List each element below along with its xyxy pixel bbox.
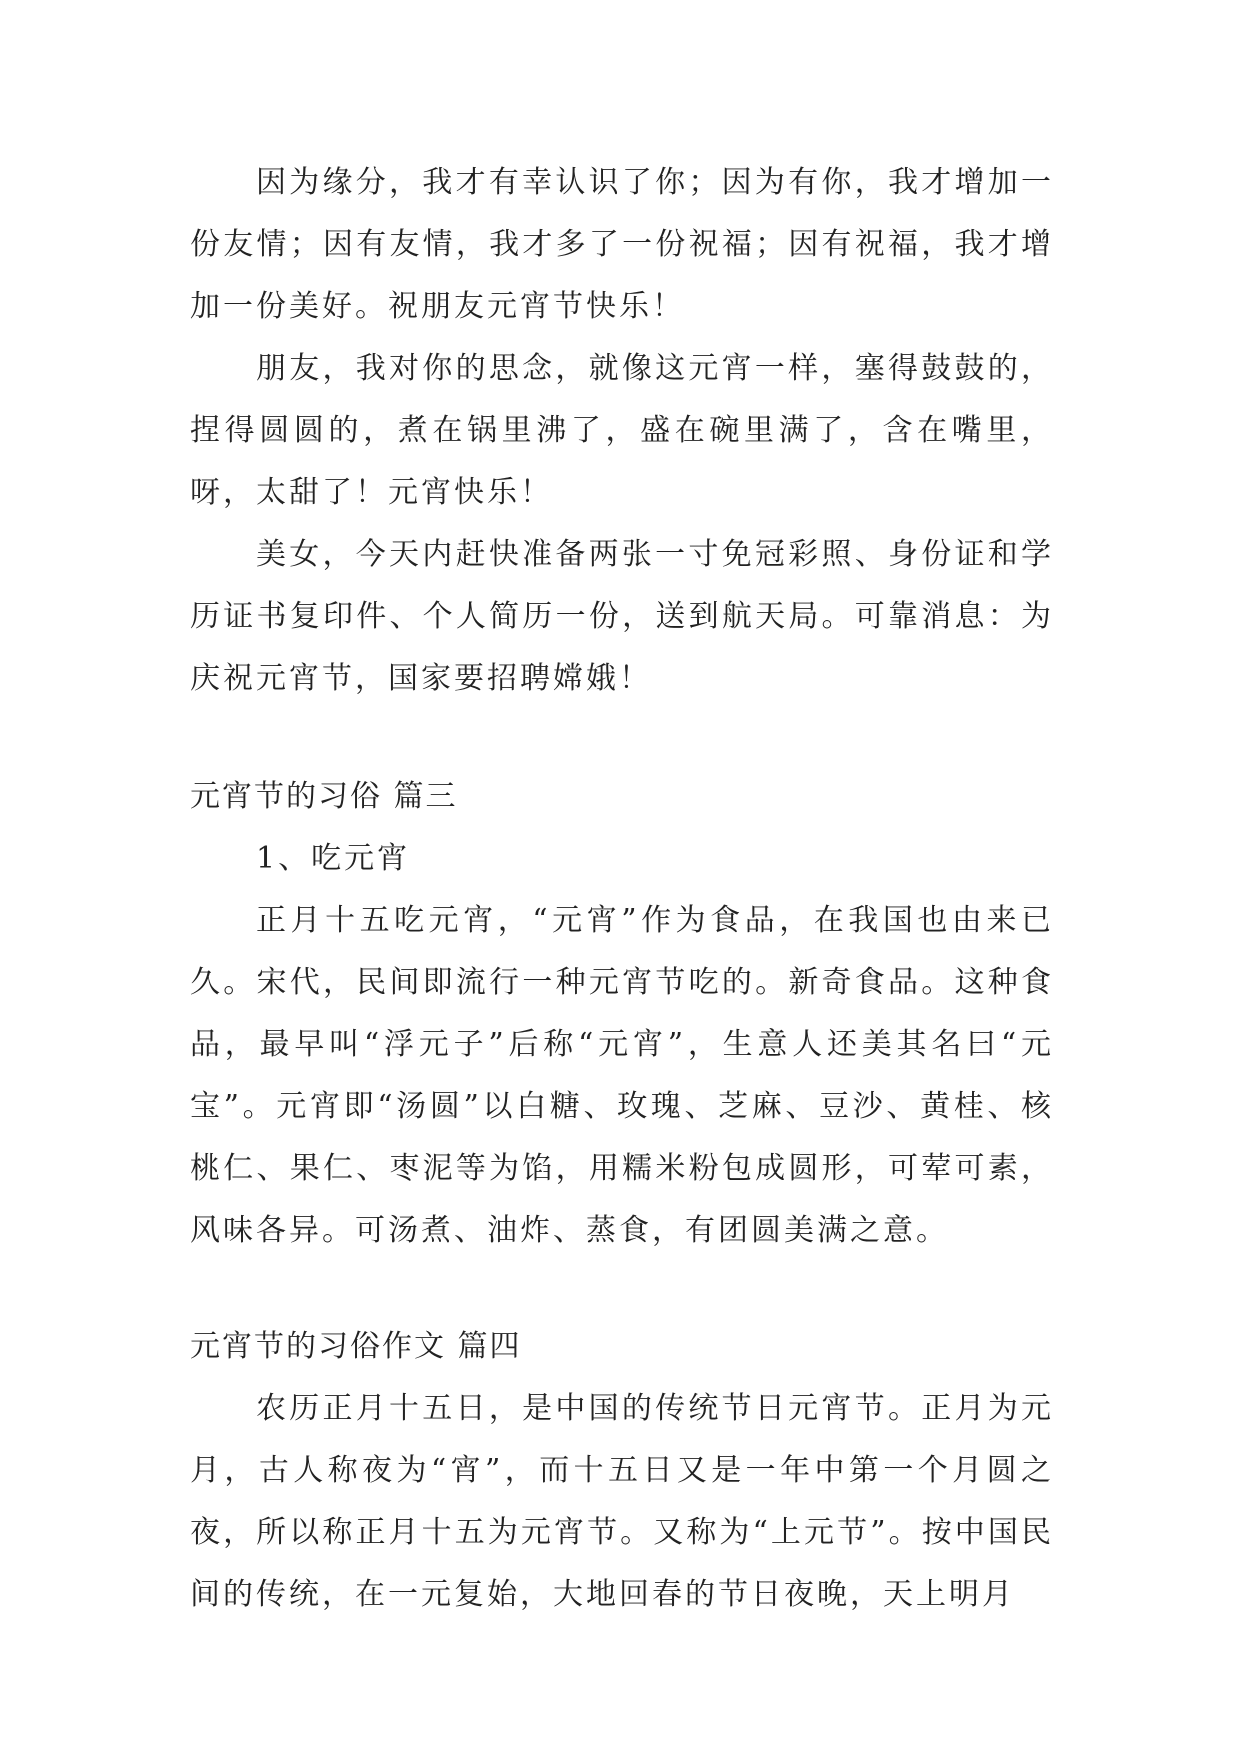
paragraph-lantern-festival-origin: 农历正月十五日，是中国的传统节日元宵节。正月为元月，古人称夜为“宵”，而十五日又是一年中第一个月圆之夜，所以称正月十五为元宵节。又称为“上元节”。按中国民间的传统，在一元复始，大地回春的节日夜晚，天上明月 bbox=[190, 1391, 1054, 1612]
paragraph-change-recruit: 美女，今天内赶快准备两张一寸免冠彩照、身份证和学历证书复印件、个人简历一份，送到航天局。可靠消息：为庆祝元宵节，国家要招聘嫦娥！ bbox=[190, 537, 1054, 696]
paragraph-eat-yuanxiao: 正月十五吃元宵，“元宵”作为食品，在我国也由来已久。宋代，民间即流行一种元宵节吃的。新奇食品。这种食品，最早叫“浮元子”后称“元宵”，生意人还美其名曰“元宝”。元宵即“汤圆”以白糖、玫瑰、芝麻、豆沙、黄桂、核桃仁、果仁、枣泥等为馅，用糯米粉包成圆形，可荤可素，风味各异。可汤煮、油炸、蒸食，有团圆美满之意。 bbox=[190, 903, 1054, 1248]
document-content bbox=[190, 152, 1054, 1626]
section-heading-3: 元宵节的习俗 篇三 bbox=[190, 779, 458, 814]
paragraph-yuanxiao-missing: 朋友，我对你的思念，就像这元宵一样，塞得鼓鼓的，捏得圆圆的，煮在锅里沸了，盛在碗里满了，含在嘴里，呀，太甜了！元宵快乐！ bbox=[190, 351, 1054, 510]
section-spacer bbox=[190, 710, 1054, 766]
section-heading-4: 元宵节的习俗作文 篇四 bbox=[190, 1329, 522, 1364]
paragraph-friendship-wish: 因为缘分，我才有幸认识了你；因为有你，我才增加一份友情；因有友情，我才多了一份祝福；因有祝福，我才增加一份美好。祝朋友元宵节快乐！ bbox=[190, 165, 1054, 324]
section-spacer bbox=[190, 1262, 1054, 1316]
section-subheading-eat-yuanxiao: 1、吃元宵 bbox=[256, 841, 411, 876]
